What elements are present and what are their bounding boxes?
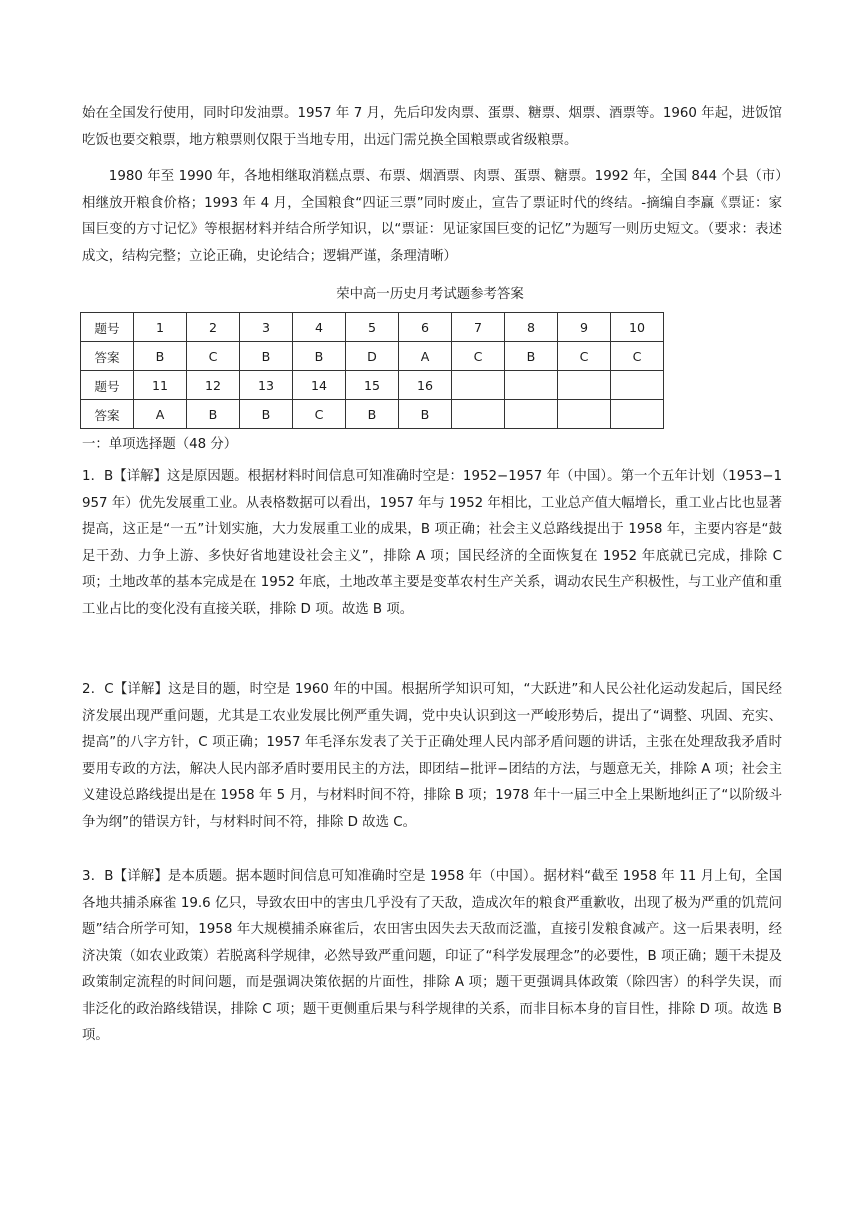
row-label: 答案	[81, 400, 134, 429]
table-cell	[452, 400, 505, 429]
table-cell: D	[346, 342, 399, 371]
table-cell: 1	[134, 313, 187, 342]
table-cell: 7	[452, 313, 505, 342]
table-cell: 3	[240, 313, 293, 342]
table-cell: C	[611, 342, 664, 371]
explanation-3: 3．B【详解】是本质题。据本题时间信息可知准确时空是 1958 年（中国）。据材料“截至 1958 年 11 月上旬，全国各地共捕杀麻雀 19.6 亿只，导致农田中的害虫几乎没有了天敌，造成次年的粮食严重歉收，出现了极为严重的饥荒问题”结合所学可知，1958 年大规模捕杀麻雀后，农田害虫因失去天敌而泛滥，直接引发粮食减产。这一后果表明，经济决策（如农业政策）若脱离科学规律，必然导致严重问题，印证了“科学发展理念”的必要性，B 项正确；题干未提及政策制定流程的时间问题，而是强调决策依据的片面性，排除 A 项；题干更强调具体政策（除四害）的科学失误，而非泛化的政治路线错误，排除 C 项；题干更侧重后果与科学规律的关系，而非目标本身的盲目性，排除 D 项。故选 B 项。	[82, 869, 782, 1043]
table-cell: C	[558, 342, 611, 371]
table-row	[81, 313, 664, 342]
table-cell: 15	[346, 371, 399, 400]
table-cell: 13	[240, 371, 293, 400]
table-cell: 11	[134, 371, 187, 400]
table-cell: 12	[187, 371, 240, 400]
row-label: 题号	[81, 371, 134, 400]
row-label: 题号	[81, 313, 134, 342]
answer-title: 荣中高一历史月考试题参考答案	[336, 287, 524, 302]
table-cell	[611, 371, 664, 400]
answer-table	[80, 312, 664, 429]
table-cell: B	[505, 342, 558, 371]
table-cell	[505, 371, 558, 400]
table-cell	[505, 400, 558, 429]
table-row	[81, 342, 664, 371]
table-cell: 2	[187, 313, 240, 342]
table-cell: A	[134, 400, 187, 429]
table-cell	[452, 371, 505, 400]
table-cell: 10	[611, 313, 664, 342]
material-paragraph-2: 1980 年至 1990 年，各地相继取消糕点票、布票、烟酒票、肉票、蛋票、糖票。1992 年，全国 844 个县（市）相继放开粮食价格；1993 年 4 月，全国粮食“四证三票”同时废止，宣告了票证时代的终结。-摘编自李赢《票证：家国巨变的方寸记忆》等根据材料并结合所学知识，以“票证：见证家国巨变的记忆”为题写一则历史短文。（要求：表述成文，结构完整；立论正确，史论结合；逻辑严谨，条理清晰）	[82, 169, 782, 264]
section-heading: 一：单项选择题（48 分）	[82, 437, 238, 452]
row-label: 答案	[81, 342, 134, 371]
table-cell	[558, 400, 611, 429]
table-cell: B	[346, 400, 399, 429]
table-cell	[558, 371, 611, 400]
explanation-1: 1．B【详解】这是原因题。根据材料时间信息可知准确时空是：1952−1957 年（中国）。第一个五年计划（1953−1957 年）优先发展重工业。从表格数据可以看出，1957 年与 1952 年相比，工业总产值大幅增长，重工业占比也显著提高，这正是“一五”计划实施，大力发展重工业的成果，B 项正确；社会主义总路线提出于 1958 年，主要内容是“鼓足干劲、力争上游、多快好省地建设社会主义”，排除 A 项；国民经济的全面恢复在 1952 年底就已完成，排除 C 项；土地改革的基本完成是在 1952 年底，土地改革主要是变革农村生产关系，调动农民生产积极性，与工业产值和重工业占比的变化没有直接关联，排除 D 项。故选 B 项。	[82, 469, 782, 617]
table-cell	[611, 400, 664, 429]
table-cell: C	[293, 400, 346, 429]
table-cell: 5	[346, 313, 399, 342]
table-row	[81, 371, 664, 400]
table-cell: 4	[293, 313, 346, 342]
table-row	[81, 400, 664, 429]
table-cell: B	[240, 400, 293, 429]
table-cell: 14	[293, 371, 346, 400]
table-cell: C	[452, 342, 505, 371]
explanation-2: 2．C【详解】这是目的题，时空是 1960 年的中国。根据所学知识可知，“大跃进”和人民公社化运动发起后，国民经济发展出现严重问题，尤其是工农业发展比例严重失调，党中央认识到这一严峻形势后，提出了“调整、巩固、充实、提高”的八字方针，C 项正确；1957 年毛泽东发表了关于正确处理人民内部矛盾问题的讲话，主张在处理敌我矛盾时要用专政的方法，解决人民内部矛盾时要用民主的方法，即团结−批评−团结的方法，与题意无关，排除 A 项；社会主义建设总路线提出是在 1958 年 5 月，与材料时间不符，排除 B 项；1978 年十一届三中全上果断地纠正了“以阶级斗争为纲”的错误方针，与材料时间不符，排除 D 故选 C。	[82, 682, 782, 830]
table-cell: B	[293, 342, 346, 371]
table-cell: 6	[399, 313, 452, 342]
table-cell: B	[187, 400, 240, 429]
table-cell: B	[399, 400, 452, 429]
table-cell: 16	[399, 371, 452, 400]
table-cell: C	[187, 342, 240, 371]
table-cell: 9	[558, 313, 611, 342]
table-cell: A	[399, 342, 452, 371]
table-cell: B	[134, 342, 187, 371]
material-paragraph-1: 始在全国发行使用，同时印发油票。1957 年 7 月，先后印发肉票、蛋票、糖票、烟票、酒票等。1960 年起，进饭馆吃饭也要交粮票，地方粮票则仅限于当地专用，出远门需兑换全国粮票或省级粮票。	[82, 106, 782, 148]
table-cell: B	[240, 342, 293, 371]
table-cell: 8	[505, 313, 558, 342]
